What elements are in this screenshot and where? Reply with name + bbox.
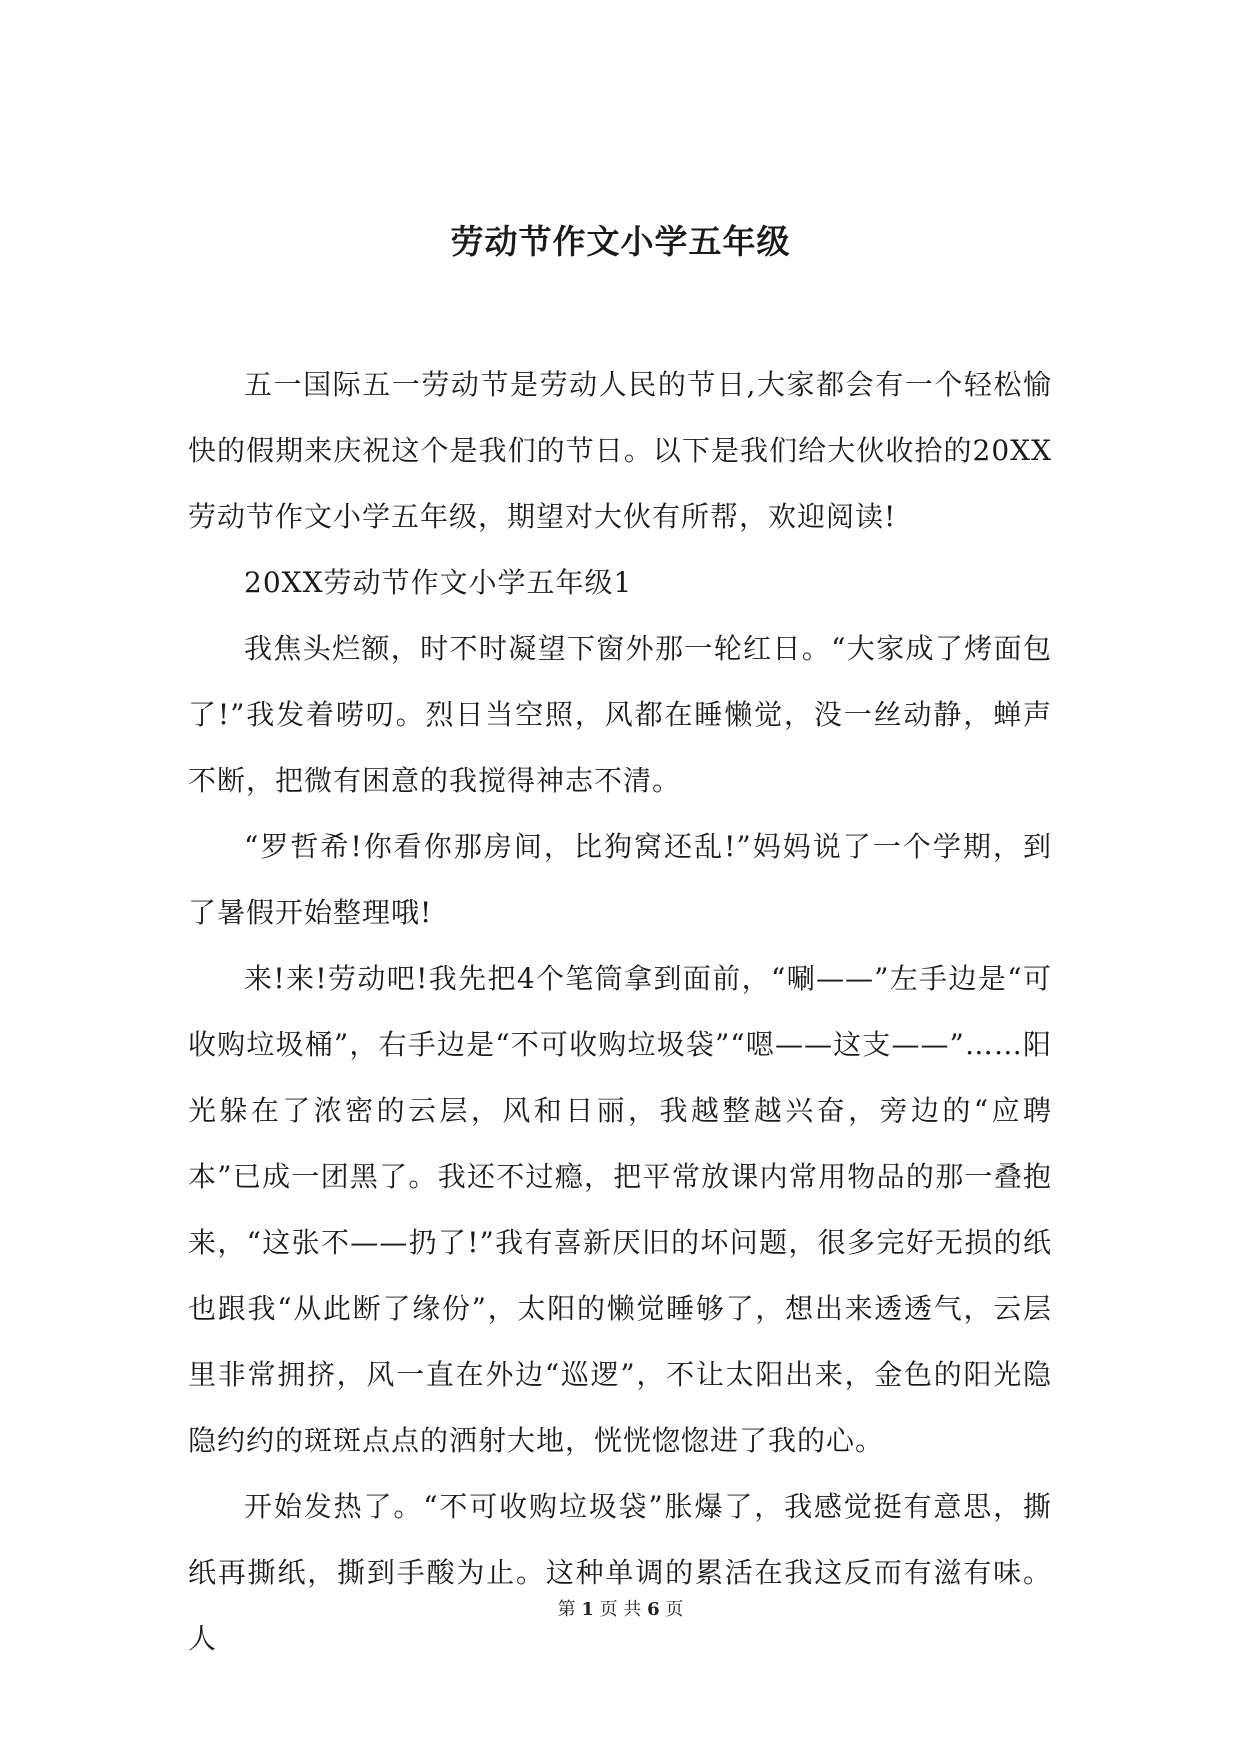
footer-middle: 页 共 bbox=[599, 1599, 642, 1620]
total-page-count: 6 bbox=[647, 1599, 660, 1620]
footer-prefix: 第 bbox=[557, 1599, 576, 1620]
paragraph: “罗哲希!你看你那房间，比狗窝还乱!”妈妈说了一个学期，到了暑假开始整理哦! bbox=[188, 830, 1052, 929]
paragraph: 来!来!劳动吧!我先把4个笔筒拿到面前，“唰——”左手边是“可收购垃圾桶”，右手边是“不可收购垃圾袋”“嗯——这支——”……阳光躲在了浓密的云层，风和日丽，我越整越兴奋，旁边的“应聘本”已成一团黑了。我还不过瘾，把平常放课内常用物品的那一叠抱来，“这张不——扔了!”我有喜新厌旧的坏问题，很多完好无损的纸也跟我“从此断了缘份”，太阳的懒觉睡够了，想出来透透气，云层里非常拥挤，风一直在外边“巡逻”，不让太阳出来，金色的阳光隐隐约约的斑斑点点的洒射大地，恍恍惚惚进了我的心。 bbox=[188, 962, 1052, 1457]
paragraph: 我焦头烂额，时不时凝望下窗外那一轮红日。“大家成了烤面包了!”我发着唠叨。烈日当空照，风都在睡懒觉，没一丝动静，蝉声不断，把微有困意的我搅得神志不清。 bbox=[188, 632, 1052, 797]
page-footer bbox=[0, 1598, 1241, 1622]
paragraph: 开始发热了。“不可收购垃圾袋”胀爆了，我感觉挺有意思，撕纸再撕纸，撕到手酸为止。这种单调的累活在我这反而有滋有味。人 bbox=[188, 1490, 1052, 1655]
paragraph: 五一国际五一劳动节是劳动人民的节日,大家都会有一个轻松愉快的假期来庆祝这个是我们的节日。以下是我们给大伙收拾的20XX劳动节作文小学五年级，期望对大伙有所帮，欢迎阅读! bbox=[188, 368, 1052, 533]
footer-suffix: 页 bbox=[665, 1599, 684, 1620]
document-title: 劳动节作文小学五年级 bbox=[450, 222, 791, 261]
document-body bbox=[188, 352, 1052, 1672]
current-page-number: 1 bbox=[581, 1599, 594, 1620]
section-heading: 20XX劳动节作文小学五年级1 bbox=[244, 566, 633, 599]
